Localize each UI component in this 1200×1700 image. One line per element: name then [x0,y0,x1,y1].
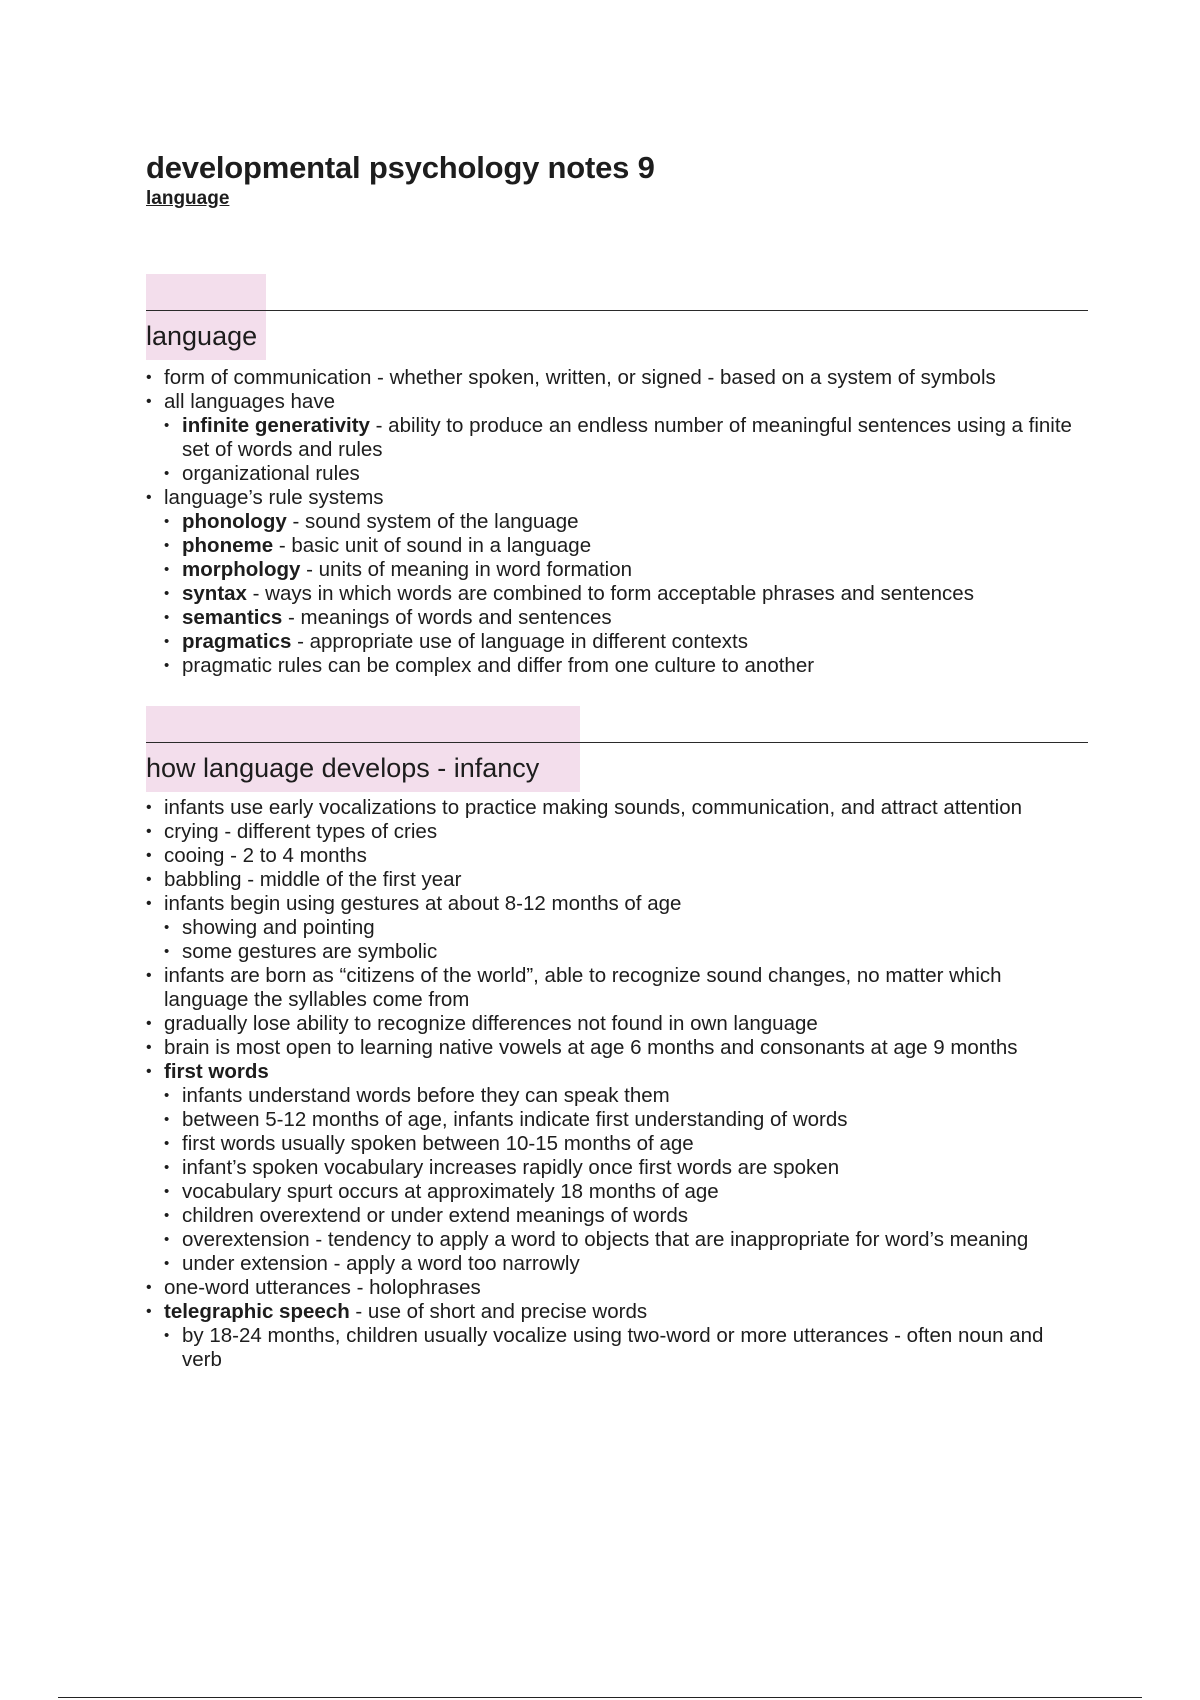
section-heading: language [146,321,258,351]
sub-bullet-item [164,510,1088,534]
footer-divider [58,1697,1142,1698]
bullet-text: overextension - tendency to apply a word to objects that are inappropriate for word’s meaning [182,1228,1029,1251]
bullet-text: cooing - 2 to 4 months [164,844,367,867]
bullet-text: - meanings of words and sentences [282,606,612,629]
bullet-item [146,796,1088,820]
sub-bullet-item [164,414,1088,462]
sub-bullet-item [164,534,1088,558]
bullet-item [146,1012,1088,1036]
bullet-term: phonology [182,510,287,533]
bullet-term: semantics [182,606,283,629]
bullet-text: infants understand words before they can speak them [182,1084,670,1107]
bullet-text: first words usually spoken between 10-15 months of age [182,1132,694,1155]
section-divider [146,742,1088,743]
sub-bullet-item [164,462,1088,486]
bullet-text: some gestures are symbolic [182,940,438,963]
bullet-text: vocabulary spurt occurs at approximately 18 months of age [182,1180,719,1203]
bullet-text: gradually lose ability to recognize differences not found in own language [164,1012,818,1035]
bullet-item [146,1060,1088,1084]
bullet-item [146,844,1088,868]
bullet-text: - units of meaning in word formation [300,558,633,581]
section-header [146,274,1088,360]
sub-bullet-item [164,1108,1088,1132]
bullet-term: phoneme [182,534,274,557]
sub-bullet-item [164,606,1088,630]
bullet-text: crying - different types of cries [164,820,438,843]
bullet-list [146,366,1088,678]
section-header [146,706,1088,792]
sub-bullet-item [164,1156,1088,1180]
bullet-text: - ability to produce an endless number of meaningful sentences using a finite set of words and rules [182,414,1072,461]
sub-bullet-item [164,1252,1088,1276]
bullet-text: organizational rules [182,462,360,485]
bullet-term: pragmatics [182,630,292,653]
sub-bullet-item [164,1084,1088,1108]
bullet-item [146,1036,1088,1060]
bullet-text: - ways in which words are combined to form acceptable phrases and sentences [246,582,974,605]
bullet-item [146,1276,1088,1300]
sub-bullet-item [164,1180,1088,1204]
bullet-text: form of communication - whether spoken, written, or signed - based on a system of symbols [164,366,996,389]
bullet-text: language’s rule systems [164,486,384,509]
page-title: developmental psychology notes 9 [146,150,655,185]
bullet-term: syntax [182,582,247,605]
bullet-text: - sound system of the language [286,510,579,533]
bullet-text: - basic unit of sound in a language [273,534,592,557]
sub-bullet-item [164,940,1088,964]
sub-bullet-item [164,654,1088,678]
bullet-term: first words [164,1060,269,1083]
bullet-text: - use of short and precise words [349,1300,648,1323]
bullet-item [146,868,1088,892]
bullet-text: infants use early vocalizations to practice making sounds, communication, and attract attention [164,796,1023,819]
bullet-text: under extension - apply a word too narrowly [182,1252,580,1275]
bullet-item [146,486,1088,510]
bullet-text: between 5-12 months of age, infants indicate first understanding of words [182,1108,848,1131]
bullet-text: - appropriate use of language in different contexts [291,630,749,653]
bullet-text: all languages have [164,390,335,413]
bullet-text: showing and pointing [182,916,375,939]
bullet-list [146,796,1088,1372]
section-heading: how language develops - infancy [146,753,540,783]
bullet-text: infants begin using gestures at about 8-12 months of age [164,892,682,915]
bullet-term: infinite generativity [182,414,370,437]
bullet-item [146,1300,1088,1324]
sub-bullet-item [164,916,1088,940]
page-subtitle: language [146,188,230,209]
section-divider [146,310,1088,311]
sub-bullet-item [164,582,1088,606]
bullet-item [146,390,1088,414]
notes-page [146,150,1088,1372]
sub-bullet-item [164,1324,1088,1372]
bullet-text: brain is most open to learning native vowels at age 6 months and consonants at age 9 months [164,1036,1018,1059]
sub-bullet-item [164,630,1088,654]
sub-bullet-item [164,1132,1088,1156]
bullet-text: one-word utterances - holophrases [164,1276,481,1299]
sub-bullet-item [164,1228,1088,1252]
bullet-item [146,964,1088,1012]
bullet-text: pragmatic rules can be complex and differ from one culture to another [182,654,815,677]
sub-bullet-item [164,1204,1088,1228]
bullet-item [146,820,1088,844]
bullet-term: telegraphic speech [164,1300,350,1323]
sub-bullet-item [164,558,1088,582]
bullet-text: by 18-24 months, children usually vocalize using two-word or more utterances - often noun and verb [182,1324,1044,1371]
bullet-text: infants are born as “citizens of the world”, able to recognize sound changes, no matter which language the syllables come from [164,964,1002,1011]
bullet-text: children overextend or under extend meanings of words [182,1204,688,1227]
bullet-item [146,892,1088,916]
section-language [146,274,1088,678]
bullet-text: infant’s spoken vocabulary increases rapidly once first words are spoken [182,1156,840,1179]
bullet-text: babbling - middle of the first year [164,868,462,891]
section-infancy [146,706,1088,1372]
bullet-term: morphology [182,558,301,581]
bullet-item [146,366,1088,390]
